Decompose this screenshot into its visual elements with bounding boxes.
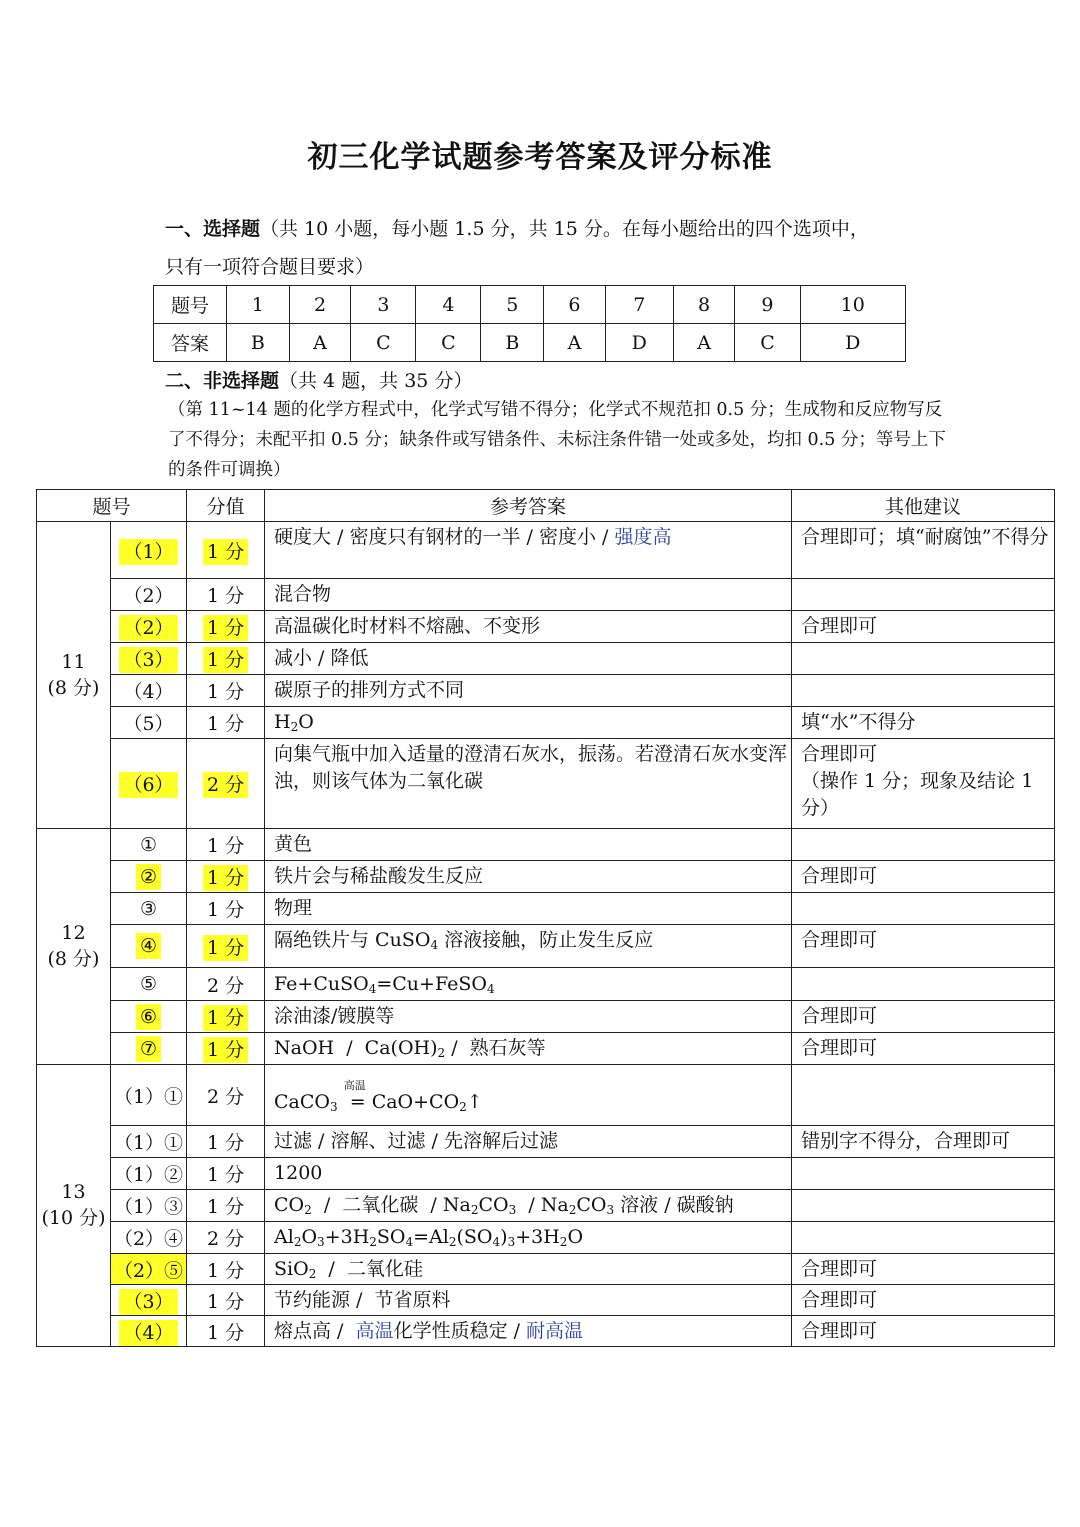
section1-heading-line: [165, 217, 869, 241]
answer-text-blue: 强度高: [614, 526, 672, 548]
mc-answer: A: [673, 324, 735, 362]
answer-text: 硬度大 / 密度只有钢材的一半 / 密度小 /: [274, 526, 615, 548]
page-title: 初三化学试题参考答案及评分标准: [307, 140, 773, 175]
score: 1 分: [187, 1254, 265, 1285]
mc-num: 5: [481, 286, 544, 324]
q11-cell: [37, 522, 111, 829]
formula-part: CaCO: [274, 1090, 330, 1113]
formula-part: +3H: [324, 1226, 370, 1248]
table-row: [37, 643, 1055, 675]
section1-desc-line2: 只有一项符合题目要求）: [165, 256, 375, 278]
other-cell: 合理即可: [792, 611, 1055, 643]
mc-num: 6: [544, 286, 606, 324]
formula-subscript: 3: [507, 1235, 516, 1249]
score: 1 分: [203, 865, 248, 891]
answer-cell: [265, 925, 792, 968]
answer-cell: 铁片会与稀盐酸发生反应: [265, 861, 792, 893]
other-cell: [792, 1222, 1055, 1254]
formula-part: SO: [376, 1226, 406, 1248]
mc-answer-row: [154, 324, 906, 362]
mc-label-q: 题号: [154, 286, 227, 324]
score: 1 分: [203, 1037, 248, 1063]
formula-part: NaOH / Ca(OH): [274, 1037, 438, 1059]
formula-part: =Al: [413, 1226, 449, 1248]
mc-num: 4: [416, 286, 481, 324]
table-row: [37, 1316, 1055, 1347]
reaction-condition: 高温: [343, 1078, 366, 1092]
sub-label: ⑦: [136, 1036, 161, 1062]
table-row: [37, 579, 1055, 611]
score: 1 分: [187, 707, 265, 739]
answer-text: 熔点高 /: [274, 1319, 356, 1342]
mc-answer: D: [605, 324, 673, 362]
answer-cell: [265, 1254, 792, 1285]
answer-cell: 物理: [265, 893, 792, 925]
sub-label: （1）②: [111, 1158, 187, 1190]
other-cell: [792, 739, 1055, 829]
formula-part: ): [500, 1226, 508, 1248]
answer-text: 溶液 / 碳酸钠: [614, 1194, 734, 1216]
sub-label: （2）: [119, 615, 177, 641]
formula-part: Al: [274, 1226, 294, 1248]
table-row: [37, 1065, 1055, 1126]
other-text: 合理即可: [801, 743, 878, 765]
sub-label: （1）①: [111, 1126, 187, 1158]
table-row: [37, 1190, 1055, 1222]
score: 2 分: [187, 1222, 265, 1254]
formula-subscript: 3: [330, 1099, 338, 1114]
formula-part: O: [301, 1226, 318, 1248]
header-other: 其他建议: [792, 490, 1055, 522]
q11-num: 11: [61, 650, 86, 673]
formula-part: +3H: [515, 1226, 560, 1248]
mc-num: 10: [800, 286, 905, 324]
q12-cell: [37, 829, 111, 1065]
sub-label: ①: [111, 829, 187, 861]
equals-sign: =: [349, 1090, 366, 1113]
section1-heading: 一、选择题: [165, 218, 261, 240]
answer-text: / 二氧化硅: [316, 1257, 423, 1280]
other-cell: [792, 893, 1055, 925]
sub-label: ⑤: [111, 968, 187, 1001]
score: 1 分: [187, 829, 265, 861]
answer-cell: [265, 1065, 792, 1126]
equation-sign: [343, 1078, 366, 1116]
formula-subscript: 2: [293, 1235, 302, 1249]
answer-text-blue: 耐高温: [526, 1319, 584, 1342]
score: 1 分: [187, 1316, 265, 1347]
formula-subscript: 3: [508, 1203, 517, 1217]
sub-label: （4）: [119, 1320, 177, 1346]
table-row: [37, 1254, 1055, 1285]
score: 1 分: [203, 615, 248, 641]
sub-label: （5）: [111, 707, 187, 739]
mc-answer: B: [227, 324, 290, 362]
formula-part: (SO: [456, 1226, 493, 1248]
section1-desc: （共 10 小题，每小题 1.5 分，共 15 分。在每小题给出的四个选项中，: [260, 218, 869, 240]
section2-note: （第 11~14 题的化学方程式中，化学式写错不得分；化学式不规范扣 0.5 分；生成物和反应物写反了不得分；未配平扣 0.5 分；缺条件或写错条件、未标注条件错一处或多处，均扣 0.5 分；等号上下的条件可调换）: [168, 400, 946, 480]
formula-part: =Cu+FeSO: [376, 972, 487, 995]
section2-heading: 二、非选择题: [165, 370, 280, 392]
sub-label: （6）: [119, 772, 177, 798]
sub-label: ③: [111, 893, 187, 925]
table-row: [37, 925, 1055, 968]
sub-label: （3）: [119, 1289, 177, 1315]
other-cell: 合理即可；填“耐腐蚀”不得分: [792, 522, 1055, 579]
answer-text: 隔绝铁片与 CuSO: [274, 929, 431, 951]
answer-cell: 高温碳化时材料不熔融、不变形: [265, 611, 792, 643]
mc-number-row: [154, 286, 906, 324]
answer-text: / 熟石灰等: [445, 1037, 546, 1059]
q12-total: (8 分): [47, 948, 100, 970]
formula-subscript: 4: [492, 1235, 501, 1249]
formula-subscript: 2: [448, 1235, 457, 1249]
answer-text: 化学性质稳定 /: [393, 1319, 527, 1342]
other-cell: 合理即可: [792, 1316, 1055, 1347]
table-header-row: [37, 490, 1055, 522]
sub-label: （2）④: [111, 1222, 187, 1254]
sub-label: ⑥: [136, 1004, 161, 1030]
formula-part: Fe+CuSO: [274, 972, 369, 995]
other-cell: [792, 675, 1055, 707]
table-row: [37, 893, 1055, 925]
formula-subscript: 4: [486, 981, 495, 996]
answer-text-blue: 高温: [355, 1319, 394, 1342]
score: 2 分: [187, 1065, 265, 1126]
score: 1 分: [187, 675, 265, 707]
table-row: [37, 829, 1055, 861]
formula-subscript: 2: [470, 1203, 479, 1217]
score: 2 分: [203, 772, 248, 798]
answer-cell: 过滤 / 溶解、过滤 / 先溶解后过滤: [265, 1126, 792, 1158]
mc-num: 9: [735, 286, 800, 324]
q13-cell: [37, 1065, 111, 1347]
answer-cell: 1200: [265, 1158, 792, 1190]
formula-part: O: [567, 1226, 584, 1248]
other-cell: 合理即可: [792, 861, 1055, 893]
gas-arrow: ↑: [466, 1090, 483, 1113]
table-row: [37, 861, 1055, 893]
formula-subscript: 2: [290, 720, 299, 734]
q11-total: (8 分): [47, 676, 100, 699]
sub-label: （1）: [119, 539, 177, 565]
mc-answer: D: [800, 324, 905, 362]
other-cell: 填“水”不得分: [792, 707, 1055, 739]
mc-answer: A: [544, 324, 606, 362]
formula-subscript: 4: [405, 1235, 414, 1249]
formula-subscript: 2: [304, 1203, 312, 1217]
header-answer: 参考答案: [265, 490, 792, 522]
other-cell: [792, 968, 1055, 1001]
score: 1 分: [187, 1158, 265, 1190]
formula-part: H: [274, 711, 291, 733]
answer-cell: 碳原子的排列方式不同: [265, 675, 792, 707]
formula-subscript: 2: [369, 1235, 377, 1249]
mc-answer: C: [416, 324, 481, 362]
other-cell: [792, 1065, 1055, 1126]
mc-num: 8: [673, 286, 735, 324]
formula-subscript: 2: [437, 1046, 446, 1060]
other-cell: 合理即可: [792, 1001, 1055, 1033]
answer-cell: 涂油漆/镀膜等: [265, 1001, 792, 1033]
header-score: 分值: [187, 490, 265, 522]
mc-answer: C: [351, 324, 416, 362]
mc-answer: C: [735, 324, 800, 362]
answer-cell: [265, 968, 792, 1001]
mc-num: 3: [351, 286, 416, 324]
table-row: [37, 1222, 1055, 1254]
answer-table: [36, 489, 1055, 1347]
table-row: [37, 1158, 1055, 1190]
sub-label: （2）: [111, 579, 187, 611]
formula-subscript: 2: [308, 1266, 317, 1281]
score: 1 分: [187, 893, 265, 925]
formula-subscript: 2: [559, 1235, 568, 1249]
other-cell: 合理即可: [792, 1285, 1055, 1316]
sub-label: （3）: [119, 647, 177, 673]
answer-cell: 黄色: [265, 829, 792, 861]
mc-answer: A: [289, 324, 351, 362]
answer-text: / 二氧化碳 / Na: [311, 1194, 471, 1216]
other-cell: [792, 1158, 1055, 1190]
formula-subscript: 3: [317, 1235, 325, 1249]
sub-label: （4）: [111, 675, 187, 707]
formula-part: / Na: [516, 1194, 569, 1216]
score: 1 分: [187, 1285, 265, 1316]
answer-cell: 向集气瓶中加入适量的澄清石灰水，振荡。若澄清石灰水变浑浊，则该气体为二氧化碳: [265, 739, 792, 829]
score: 1 分: [203, 1005, 248, 1031]
other-cell: 错别字不得分，合理即可: [792, 1126, 1055, 1158]
table-row: [37, 739, 1055, 829]
answer-cell: 混合物: [265, 579, 792, 611]
other-cell: 合理即可: [792, 1254, 1055, 1285]
formula-subscript: 2: [459, 1099, 467, 1114]
mc-num: 1: [227, 286, 290, 324]
answer-cell: 节约能源 / 节省原料: [265, 1285, 792, 1316]
formula-part: CO: [576, 1194, 607, 1216]
score: 1 分: [187, 1126, 265, 1158]
formula-part: SiO: [274, 1257, 309, 1280]
sub-label: ②: [136, 864, 161, 890]
q12-num: 12: [61, 922, 86, 944]
other-cell: [792, 579, 1055, 611]
table-row: [37, 522, 1055, 579]
q13-num: 13: [61, 1181, 86, 1203]
mc-num: 2: [289, 286, 351, 324]
other-cell: [792, 829, 1055, 861]
table-row: [37, 1126, 1055, 1158]
formula-subscript: 4: [368, 981, 377, 996]
other-cell: [792, 1190, 1055, 1222]
answer-cell: [265, 1033, 792, 1065]
answer-text: 溶液接触，防止发生反应: [438, 929, 654, 951]
mc-answer: B: [481, 324, 544, 362]
other-cell: 合理即可: [792, 1033, 1055, 1065]
table-row: [37, 675, 1055, 707]
score: 1 分: [203, 935, 248, 961]
section2-heading-line: [165, 366, 472, 393]
score: 1 分: [187, 579, 265, 611]
section2-desc: （共 4 题，共 35 分）: [279, 370, 473, 392]
other-text: （操作 1 分；现象及结论 1 分）: [801, 770, 1034, 819]
answer-cell: 减小 / 降低: [265, 643, 792, 675]
answer-cell: [265, 1316, 792, 1347]
other-cell: 合理即可: [792, 925, 1055, 968]
answer-cell: [265, 1222, 792, 1254]
table-row: [37, 968, 1055, 1001]
formula-part: CO: [478, 1194, 509, 1216]
answer-cell: [265, 707, 792, 739]
answer-cell: [265, 522, 792, 579]
sub-label: （1）③: [111, 1190, 187, 1222]
formula-part: O: [298, 711, 314, 733]
q13-total: (10 分): [41, 1207, 106, 1229]
other-cell: [792, 643, 1055, 675]
table-row: [37, 611, 1055, 643]
table-row: [37, 1001, 1055, 1033]
answer-cell: [265, 1190, 792, 1222]
mc-num: 7: [605, 286, 673, 324]
mc-label-a: 答案: [154, 324, 227, 362]
sub-label: ④: [136, 933, 161, 959]
multiple-choice-table: [153, 285, 906, 362]
formula-subscript: 2: [568, 1203, 577, 1217]
sub-label: （1）①: [111, 1065, 187, 1126]
formula-subscript: 3: [606, 1203, 615, 1217]
formula-part: CO: [274, 1194, 305, 1216]
score: 1 分: [203, 539, 248, 565]
table-row: [37, 1033, 1055, 1065]
header-q: 题号: [37, 490, 187, 522]
score: 2 分: [187, 968, 265, 1001]
formula-part: CaO+CO: [365, 1090, 460, 1113]
score: 1 分: [187, 1190, 265, 1222]
formula-subscript: 4: [430, 938, 439, 952]
table-row: [37, 1285, 1055, 1316]
sub-label: （2）⑤: [111, 1254, 187, 1285]
score: 1 分: [203, 647, 248, 673]
table-row: [37, 707, 1055, 739]
